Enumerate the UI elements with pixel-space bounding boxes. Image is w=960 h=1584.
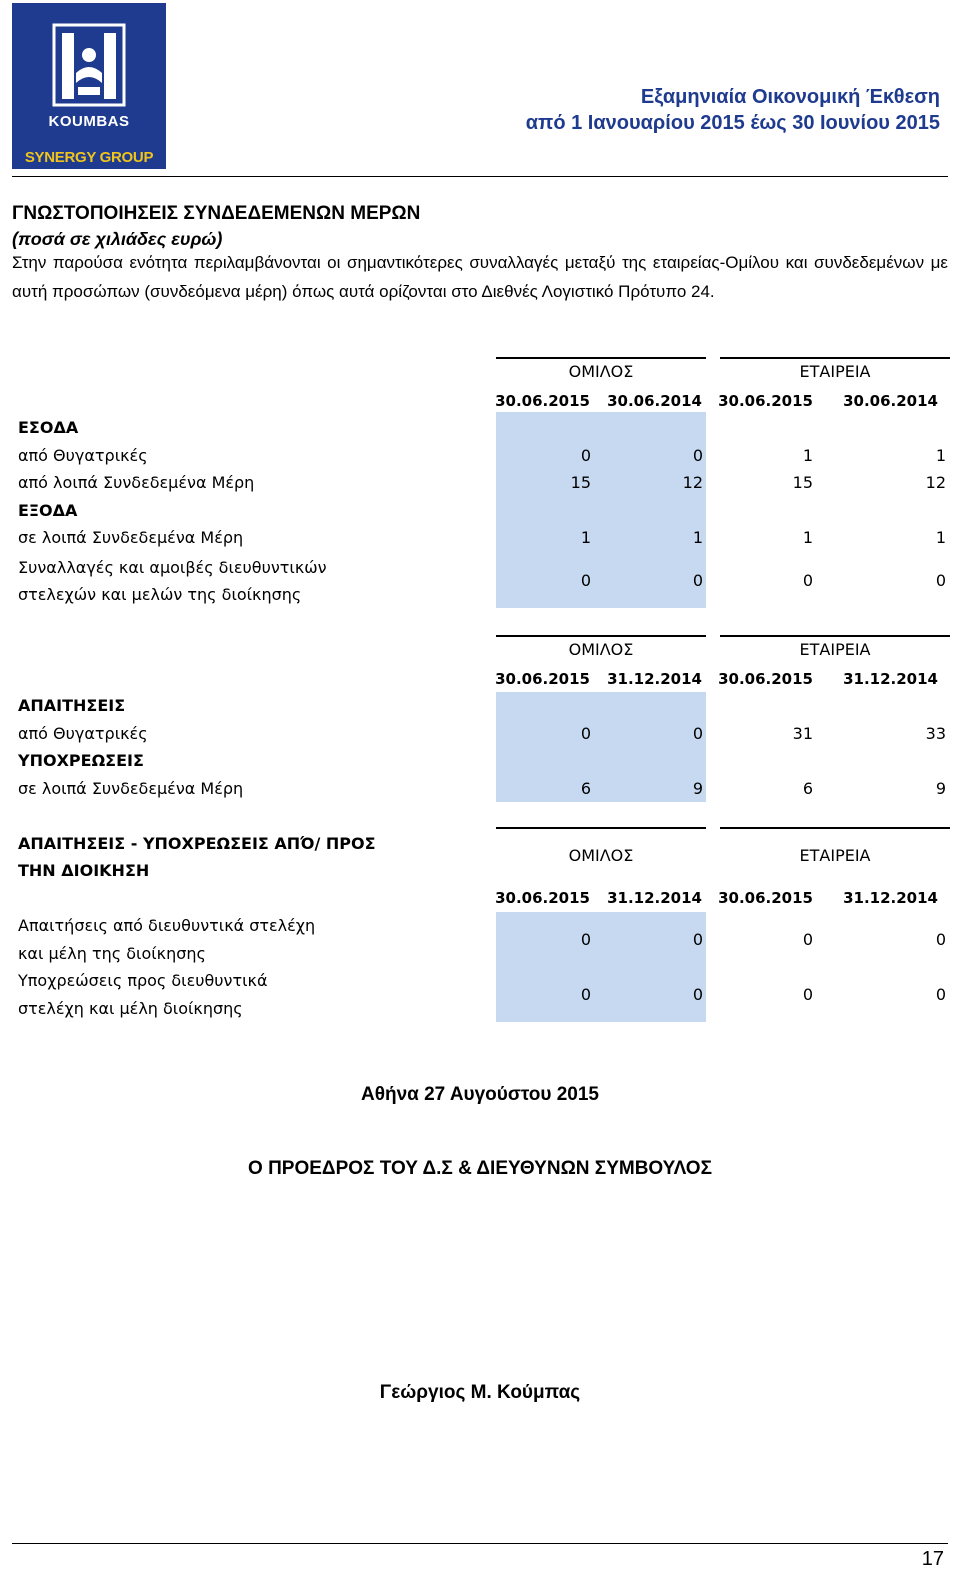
cell-value: 1 [935,446,946,465]
cell-value: 0 [580,724,591,743]
cell-value: 12 [925,473,946,492]
report-period: από 1 Ιανουαρίου 2015 έως 30 Ιουνίου 2015 [525,112,940,134]
cell-value: 33 [925,724,946,743]
company-header-rule [720,357,950,359]
logo-figure-icon [12,3,166,113]
row-label: στελεχών και μελών της διοίκησης [18,585,302,604]
cell-value: 0 [580,446,591,465]
cell-value: 0 [692,724,703,743]
group-header: ΟΜΙΛΟΣ [568,846,634,865]
date-header: 30.06.2015 [718,889,813,907]
group-column-shade [496,912,706,1022]
report-title: Εξαμηνιαία Οικονομική Έκθεση [640,86,940,108]
date-header: 30.06.2015 [495,670,590,688]
group-header: ΟΜΙΛΟΣ [568,362,634,381]
row-label: από Θυγατρικές [18,446,148,465]
row-label: Υποχρεώσεις προς διευθυντικά [18,971,268,990]
company-header: ΕΤΑΙΡΕΙΑ [799,640,871,659]
date-header: 30.06.2014 [607,392,702,410]
cell-value: 1 [692,528,703,547]
signatory-name: Γεώργιος Μ. Κούμπας [379,1382,581,1403]
section-title: ΓΝΩΣΤΟΠΟΙΗΣΕΙΣ ΣΥΝΔΕΔΕΜΕΝΩΝ ΜΕΡΩΝ [12,203,421,224]
cell-value: 0 [692,571,703,590]
group-header-rule [496,827,706,829]
cell-value: 0 [935,985,946,1004]
row-label: Απαιτήσεις από διευθυντικά στελέχη [18,916,316,935]
income-section-label: ΕΣΟΔΑ [18,418,79,437]
cell-value: 0 [580,930,591,949]
report-title-block [526,84,940,136]
date-header: 31.12.2014 [607,670,702,688]
cell-value: 15 [570,473,591,492]
date-header: 31.12.2014 [843,670,938,688]
company-header-rule [720,635,950,637]
page-number: 17 [921,1548,944,1570]
row-label: από λοιπά Συνδεδεμένα Μέρη [18,473,255,492]
cell-value: 0 [802,930,813,949]
cell-value: 0 [802,985,813,1004]
company-logo [12,3,166,169]
logo-group-text: SYNERGY GROUP [24,149,154,166]
payables-section-label: ΥΠΟΧΡΕΩΣΕΙΣ [18,751,144,770]
company-header: ΕΤΑΙΡΕΙΑ [799,846,871,865]
management-table-title: ΤΗΝ ΔΙΟΙΚΗΣΗ [18,861,150,880]
cell-value: 1 [802,446,813,465]
section-intro: Στην παρούσα ενότητα περιλαμβάνονται οι σημαντικότερες συναλλαγές μεταξύ της εταιρείας-Ομίλου και συνδεδεμένων με αυτή προσώπων (συνδεόμενα μέρη) όπως αυτά ορίζονται στο Διεθνές Λογιστικό Πρότυπο 24. [12,253,948,301]
row-label: σε λοιπά Συνδεδεμένα Μέρη [18,779,244,798]
row-label: από Θυγατρικές [18,724,148,743]
footer-divider [12,1543,948,1544]
company-header-rule [720,827,950,829]
cell-value: 15 [792,473,813,492]
cell-value: 31 [792,724,813,743]
cell-value: 12 [682,473,703,492]
section-subtitle: (ποσά σε χιλιάδες ευρώ) [12,229,223,249]
cell-value: 1 [580,528,591,547]
receivables-section-label: ΑΠΑΙΤΗΣΕΙΣ [18,696,126,715]
cell-value: 0 [935,571,946,590]
cell-value: 0 [935,930,946,949]
header-divider [12,176,948,177]
cell-value: 9 [935,779,946,798]
cell-value: 6 [580,779,591,798]
date-header: 30.06.2015 [495,392,590,410]
cell-value: 0 [802,571,813,590]
row-label: και μέλη της διοίκησης [18,944,206,963]
row-label: σε λοιπά Συνδεδεμένα Μέρη [18,528,244,547]
date-header: 30.06.2015 [495,889,590,907]
cell-value: 6 [802,779,813,798]
date-header: 30.06.2015 [718,670,813,688]
cell-value: 1 [935,528,946,547]
group-header-rule [496,635,706,637]
row-label: στελέχη και μέλη διοίκησης [18,999,243,1018]
date-header: 31.12.2014 [843,889,938,907]
group-header-rule [496,357,706,359]
group-header: ΟΜΙΛΟΣ [568,640,634,659]
cell-value: 0 [692,930,703,949]
company-header: ΕΤΑΙΡΕΙΑ [799,362,871,381]
cell-value: 0 [580,985,591,1004]
date-header: 30.06.2014 [843,392,938,410]
expense-section-label: ΕΞΟΔΑ [18,501,78,520]
management-table-title: ΑΠΑΙΤΗΣΕΙΣ - ΥΠΟΧΡΕΩΣΕΙΣ ΑΠΌ/ ΠΡΟΣ [18,834,376,853]
cell-value: 0 [692,446,703,465]
logo-brand-text: KOUMBAS [48,113,130,130]
cell-value: 0 [692,985,703,1004]
row-label: Συναλλαγές και αμοιβές διευθυντικών [18,558,327,577]
cell-value: 9 [692,779,703,798]
place-date: Αθήνα 27 Αυγούστου 2015 [360,1084,599,1105]
date-header: 30.06.2015 [718,392,813,410]
date-header: 31.12.2014 [607,889,702,907]
cell-value: 0 [580,571,591,590]
signatory-title: Ο ΠΡΟΕΔΡΟΣ ΤΟΥ Δ.Σ & ΔΙΕΥΘΥΝΩΝ ΣΥΜΒΟΥΛΟΣ [248,1158,712,1179]
cell-value: 1 [802,528,813,547]
